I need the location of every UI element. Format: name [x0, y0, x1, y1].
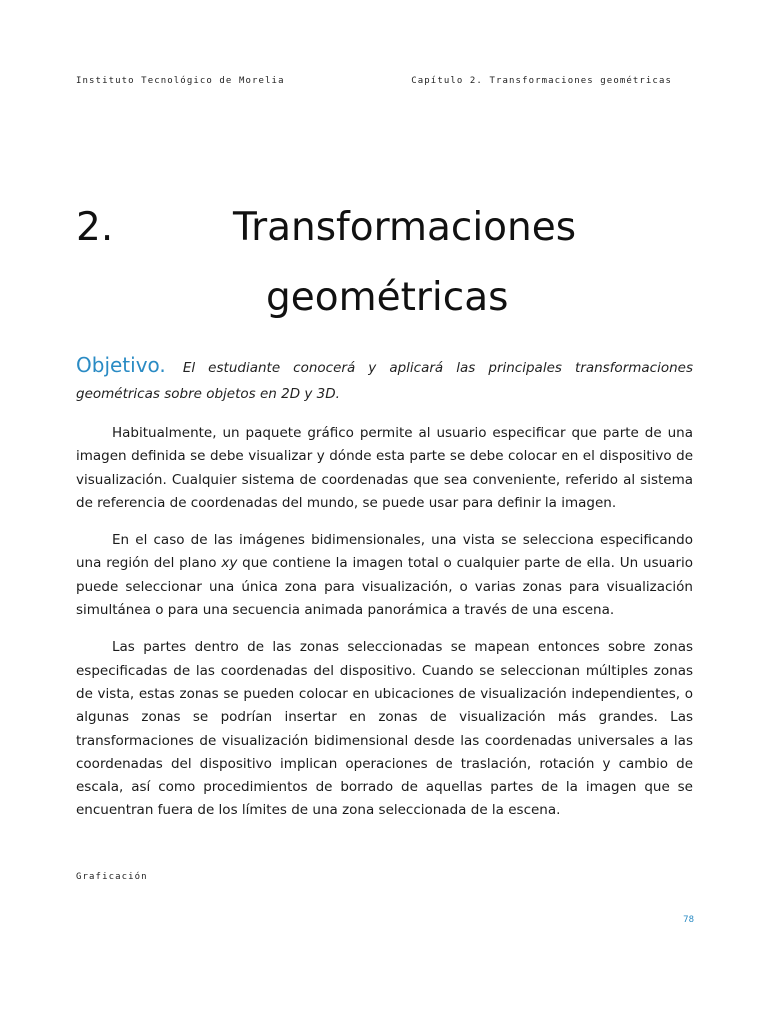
header-institution: Instituto Tecnológico de Morelia — [76, 76, 285, 86]
header-chapter: Capítulo 2. Transformaciones geométricas — [411, 76, 672, 86]
chapter-title-line1: Transformaciones — [233, 205, 577, 250]
paragraph-2-italic-term: xy — [221, 555, 238, 572]
objective-text: El estudiante conocerá y aplicará las principales transformaciones geométricas sobre objetos en 2D y 3D. — [76, 360, 693, 402]
paragraph-3: Las partes dentro de las zonas seleccionadas se mapean entonces sobre zonas especificadas de las coordenadas del dispositivo. Cuando se seleccionan múltiples zonas de vista, estas zonas se pueden colocar en ubicaciones de visualización independientes, o algunas zonas se podrían insertar en zonas de visualización más grandes. Las transformaciones de visualización bidimensional desde las coordenadas universales a las coordenadas del dispositivo implican operaciones de traslación, rotación y cambio de escala, así como procedimientos de borrado de aquellas partes de la imagen que se encuentran fuera de los límites de una zona seleccionada de la escena. — [76, 639, 693, 819]
objective-paragraph — [76, 352, 693, 407]
footer-course: Graficación — [76, 872, 148, 882]
paragraph-2-text-start: En el caso de las imágenes bidimensionales, una vista se selecciona especificando una región del plano — [76, 532, 693, 572]
body-text — [76, 422, 693, 837]
chapter-title-line2: geométricas — [266, 275, 509, 320]
paragraph-2 — [76, 529, 693, 622]
chapter-number: 2. — [76, 205, 114, 250]
paragraph-2-text-end: que contiene la imagen total o cualquier parte de ella. Un usuario puede seleccionar una única zona para visualización, o varias zonas para visualización simultánea o para una secuencia animada panorámica a través de una escena. — [76, 555, 694, 619]
paragraph-1: Habitualmente, un paquete gráfico permite al usuario especificar que parte de una imagen definida se debe visualizar y dónde esta parte se debe colocar en el dispositivo de visualización. Cualquier sistema de coordenadas que sea conveniente, referido al sistema de referencia de coordenadas del mundo, se puede usar para definir la imagen. — [76, 425, 693, 511]
page-number: 78 — [683, 915, 694, 925]
objective-label: Objetivo. — [76, 353, 166, 377]
